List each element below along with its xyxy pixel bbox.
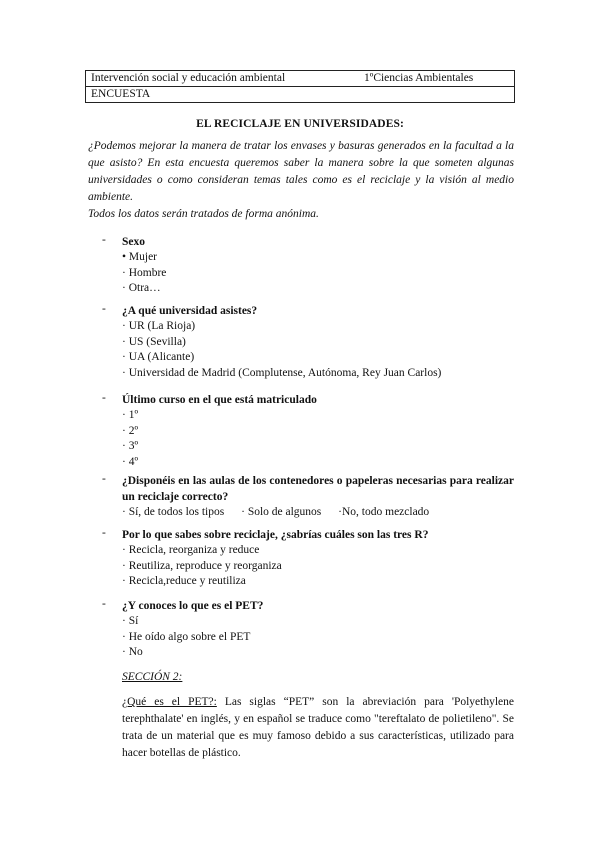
- option-mujer[interactable]: • Mujer: [122, 251, 158, 263]
- header-table: [85, 70, 515, 103]
- question-title: Por lo que sabes sobre reciclaje, ¿sabrías cuáles son las tres R?: [122, 529, 429, 541]
- list-dash: -: [102, 303, 106, 315]
- question-pet: [88, 598, 514, 661]
- survey-title: EL RECICLAJE EN UNIVERSIDADES:: [196, 118, 404, 130]
- list-dash: -: [102, 234, 106, 246]
- question-contenedores: [88, 473, 514, 521]
- option-otra[interactable]: · Otra…: [122, 282, 161, 294]
- option-oido-algo[interactable]: · He oído algo sobre el PET: [122, 630, 251, 643]
- option-list: [122, 408, 514, 470]
- question-title: Último curso en el que está matriculado: [122, 394, 317, 406]
- pet-term: ¿Qué es el PET?:: [122, 696, 217, 708]
- list-dash: -: [102, 473, 106, 485]
- question-sexo: [88, 234, 514, 297]
- header-course: 1ºCiencias Ambientales: [364, 72, 474, 84]
- header-subject: Intervención social y educación ambiental: [91, 72, 286, 84]
- option-si[interactable]: · Sí: [122, 615, 139, 627]
- list-dash: -: [102, 392, 106, 404]
- question-title: ¿Disponéis en las aulas de los contenedores o papeleras necesarias para realizar un reciclaje correcto?: [122, 475, 514, 503]
- option-no[interactable]: · No: [122, 646, 143, 658]
- option-list: [122, 505, 514, 521]
- option-ua[interactable]: · UA (Alicante): [122, 351, 195, 363]
- header-doc-type: ENCUESTA: [91, 88, 151, 100]
- list-dash: -: [102, 527, 106, 539]
- survey-intro: ¿Podemos mejorar la manera de tratar los envases y basuras generados en la facultad a la que asisto? En esta encuesta queremos saber la manera sobre la que someten algunas universidades o como consideran temas tales como es el reciclaje y la visión al medio ambiente.: [88, 140, 514, 203]
- question-tres-r: [88, 527, 514, 590]
- question-universidad: [88, 303, 514, 381]
- pet-definition: [122, 694, 514, 762]
- option-reutiliza-reproduce[interactable]: · Reutiliza, reproduce y reorganiza: [122, 559, 282, 572]
- option-ur[interactable]: · UR (La Rioja): [122, 320, 196, 332]
- header-row-1: [86, 71, 514, 86]
- option-recicla-reorganiza[interactable]: · Recicla, reorganiza y reduce: [122, 544, 260, 556]
- question-title: Sexo: [122, 236, 145, 248]
- option-hombre[interactable]: · Hombre: [122, 266, 167, 279]
- option-recicla-reduce[interactable]: · Recicla,reduce y reutiliza: [122, 575, 246, 587]
- option-us[interactable]: · US (Sevilla): [122, 335, 186, 348]
- option-1[interactable]: · 1º: [122, 409, 139, 421]
- question-title: ¿Y conoces lo que es el PET?: [122, 600, 264, 612]
- option-todos-tipos[interactable]: · Sí, de todos los tipos: [122, 506, 225, 518]
- option-list: [122, 319, 514, 381]
- question-curso: [88, 392, 514, 470]
- option-solo-algunos[interactable]: · Solo de algunos: [241, 506, 322, 518]
- option-madrid[interactable]: · Universidad de Madrid (Complutense, Autónoma, Rey Juan Carlos): [122, 366, 442, 379]
- pet-definition-text: Las siglas “PET” son la abreviación para 'Polyethylene terephthalate' en inglés, y en español se traduce como "tereftalato de polietileno". Se trata de un material que es muy famoso debido a sus características, utilizado para hacer botellas de plástico.: [122, 696, 514, 759]
- header-row-2: [86, 86, 514, 102]
- option-list: [122, 250, 514, 297]
- option-2[interactable]: · 2º: [122, 424, 139, 437]
- section-2-heading: SECCIÓN 2:: [122, 671, 183, 683]
- list-dash: -: [102, 598, 106, 610]
- option-list: [122, 543, 514, 590]
- question-title: ¿A qué universidad asistes?: [122, 305, 258, 317]
- option-3[interactable]: · 3º: [122, 440, 139, 452]
- option-list: [122, 614, 514, 661]
- option-4[interactable]: · 4º: [122, 455, 139, 468]
- anonymous-note: Todos los datos serán tratados de forma anónima.: [88, 208, 319, 220]
- option-todo-mezclado[interactable]: ·No, todo mezclado: [338, 506, 430, 518]
